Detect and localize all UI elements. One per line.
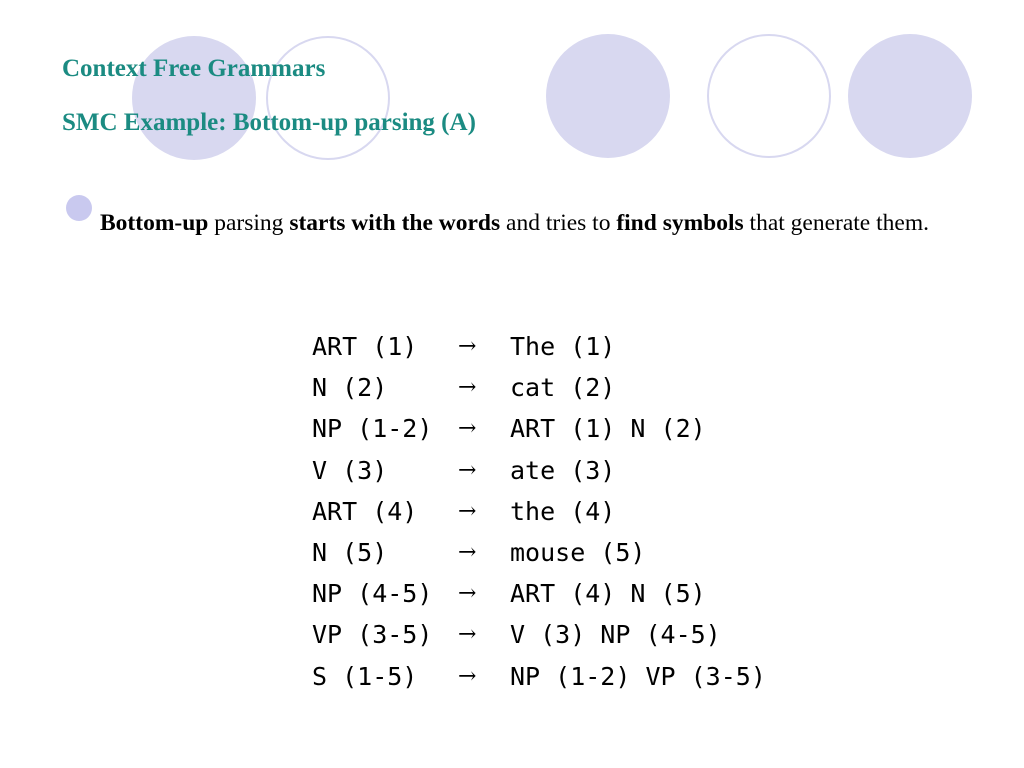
arrow-icon: →: [458, 457, 477, 483]
bullet-bold-bottom-up: Bottom-up: [100, 210, 209, 236]
grammar-rules-table: [312, 326, 766, 697]
rule-rhs: ate (3): [510, 455, 616, 485]
bullet-text-parsing: parsing: [208, 210, 290, 236]
rule-row: [312, 573, 766, 614]
rule-lhs: N (2): [312, 373, 388, 403]
rule-lhs: ART (4): [312, 496, 418, 526]
rule-lhs: N (5): [312, 538, 388, 568]
rule-rhs: The (1): [510, 332, 616, 362]
rule-lhs: S (1-5): [312, 661, 418, 691]
rule-row: [312, 326, 766, 367]
rule-row: [312, 408, 766, 449]
bullet-bold-starts: starts with the words: [289, 210, 501, 236]
arrow-icon: →: [458, 498, 477, 524]
rule-rhs: the (4): [510, 496, 616, 526]
rule-row: [312, 656, 766, 697]
decor-circle-4: [707, 34, 831, 158]
decor-circle-5: [848, 34, 972, 158]
rule-rhs: ART (1) N (2): [510, 414, 706, 444]
rule-row: [312, 367, 766, 408]
rule-rhs: mouse (5): [510, 538, 646, 568]
rule-rhs: V (3) NP (4-5): [510, 620, 721, 650]
decor-circle-3: [546, 34, 670, 158]
bullet-bold-find-symbols: find symbols: [616, 210, 744, 236]
rule-lhs: VP (3-5): [312, 620, 433, 650]
rule-row: [312, 491, 766, 532]
rule-row: [312, 614, 766, 655]
slide-subtitle: SMC Example: Bottom-up parsing (A): [62, 109, 476, 136]
arrow-icon: →: [458, 622, 477, 648]
rule-row: [312, 450, 766, 491]
rule-lhs: ART (1): [312, 332, 418, 362]
bullet-text: [100, 196, 980, 251]
rule-rhs: NP (1-2) VP (3-5): [510, 661, 766, 691]
rule-lhs: V (3): [312, 455, 388, 485]
slide-title: Context Free Grammars: [62, 55, 326, 82]
rule-lhs: NP (4-5): [312, 579, 433, 609]
arrow-icon: →: [458, 375, 477, 401]
arrow-icon: →: [458, 581, 477, 607]
rule-rhs: cat (2): [510, 373, 616, 403]
bullet-text-tries: and tries to: [500, 210, 617, 236]
arrow-icon: →: [458, 334, 477, 360]
bullet-text-generate: that generate them.: [743, 210, 929, 236]
arrow-icon: →: [458, 416, 477, 442]
arrow-icon: →: [458, 663, 477, 689]
bullet-icon: [66, 195, 92, 221]
rule-row: [312, 532, 766, 573]
rule-lhs: NP (1-2): [312, 414, 433, 444]
rule-rhs: ART (4) N (5): [510, 579, 706, 609]
arrow-icon: →: [458, 540, 477, 566]
